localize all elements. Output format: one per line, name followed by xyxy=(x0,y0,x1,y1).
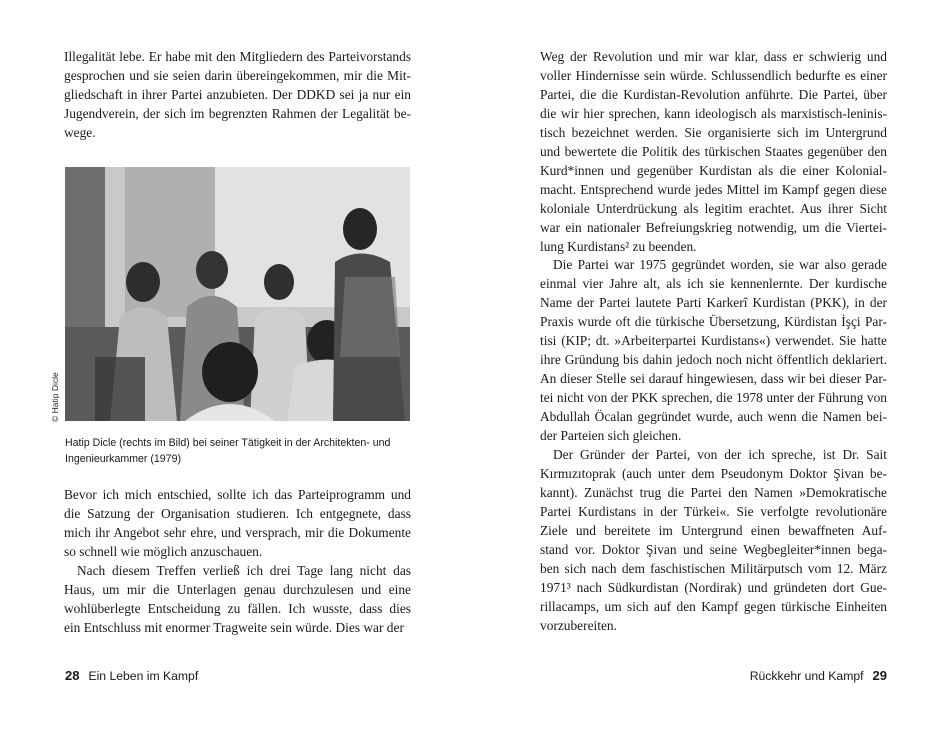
text-line: Illegalität lebe. Er habe mit den Mitgliedern des Parteivorstands xyxy=(64,49,411,64)
caption-line: Hatip Dicle (rechts im Bild) bei seiner Tätigkeit in der Architekten- und xyxy=(65,437,391,449)
left-top-text xyxy=(64,48,411,143)
text-line: Nach diesem Treffen verließ ich drei Tage lang nicht das xyxy=(77,562,411,578)
text-line: tisi (KIP; dt. »Arbeiterpartei Kurdistans«) verwendet. Sie hatte xyxy=(540,333,887,349)
text-line: 1971³ nach Südkurdistan (Nordirak) und gründeten dort Gue- xyxy=(540,579,887,595)
text-line: rillacamps, um sich auf den Kampf gegen türkische Einheiten xyxy=(540,598,887,614)
text-line: Praxis wurde oft die türkische Übersetzung, Kürdistan İşçi Par- xyxy=(540,314,887,330)
text-line: macht. Entsprechend wurde jedes Mittel im Kampf gegen diese xyxy=(540,181,887,197)
running-head: Ein Leben im Kampf xyxy=(88,669,199,683)
left-folio xyxy=(65,668,198,683)
text-line: voller Hindernisse sein würde. Schlussendlich bedurfte es einer xyxy=(540,67,887,83)
text-line: Der Gründer der Partei, von der ich spreche, ist Dr. Sait xyxy=(553,447,887,463)
paragraph xyxy=(540,446,887,636)
left-bottom-text xyxy=(64,486,411,638)
text-line: die Satzung der Organisation studieren. Ich entgegnete, dass xyxy=(64,505,411,521)
caption-line: Ingenieurkammer (1979) xyxy=(65,453,181,465)
text-line: lung Kurdistans² zu beenden. xyxy=(540,238,697,254)
text-line: Bevor ich mich entschied, sollte ich das Parteiprogramm und xyxy=(64,487,411,502)
text-line: Jugendverein, der sich im begrenzten Rahmen der Legalität be- xyxy=(64,105,411,121)
text-line: der Parteien sich gleichen. xyxy=(540,428,682,444)
text-line: einmal vier Jahre alt, als ich sie kennenlernte. Der kurdische xyxy=(540,276,887,292)
historical-photo xyxy=(65,167,410,421)
paragraph xyxy=(64,562,411,638)
text-line: koloniale Unterdrückung als legitim erachtet. Aus ihrer Sicht xyxy=(540,200,887,216)
text-line: Partei Kurdistans in der Türkei«. Sie verfolgte revolutionäre xyxy=(540,503,887,519)
text-line: stand vor. Doktor Şivan und seine Wegbegleiter*innen bega- xyxy=(540,541,887,557)
text-line: tei nicht von der PKK sprechen, die 1978 unter der Führung von xyxy=(540,390,887,406)
text-line: Kırmızıtoprak (auch unter dem Pseudonym Doktor Şivan be- xyxy=(540,465,887,481)
running-head: Rückkehr und Kampf xyxy=(749,669,864,683)
text-line: kannt). Zunächst trug die Partei den Namen »Demokratische xyxy=(540,484,887,500)
text-line: mich ihr Angebot sehr ehre, und versprach, mir die Dokumente xyxy=(64,524,411,540)
text-line: Partei, die die Kurdistan-Revolution anführte. Die Partei, über xyxy=(540,86,887,102)
text-line: Kurd*innen und gegenüber Kurdistan als die einer Kolonial- xyxy=(540,162,887,178)
paragraph xyxy=(540,256,887,446)
text-line: Abdullah Öcalan gegründet wurde, auch wenn die Namen bei- xyxy=(540,409,887,425)
text-line: Ziele und bereitete im Untergrund einen bewaffneten Auf- xyxy=(540,522,887,538)
text-line: An dieser Stelle sei darauf hingewiesen, dass wir bei dieser Par- xyxy=(540,371,887,387)
text-line: ein Entschluss mit enormer Tragweite sein würde. Dies war der xyxy=(64,619,404,635)
text-line: Die Partei war 1975 gegründet worden, sie war also gerade xyxy=(553,257,887,273)
text-line: gliedschaft in ihrer Partei anzubieten. Der DDKD sei ja nur ein xyxy=(64,86,411,102)
text-line: gesprochen und sie seien darin übereingekommen, mir die Mit- xyxy=(64,67,411,83)
paragraph xyxy=(64,486,411,562)
text-line: vorzubereiten. xyxy=(540,617,617,633)
text-line: ihre Gründung bis dahin jedoch noch nicht öffentlich deklariert. xyxy=(540,352,887,368)
text-line: Haus, um mir die Unterlagen genau durchzulesen und eine xyxy=(64,581,411,597)
text-line: die wir hier sprechen, kann ideologisch als marxistisch-leninis- xyxy=(540,105,887,121)
right-text xyxy=(540,48,887,636)
right-folio xyxy=(750,668,887,683)
photo-caption xyxy=(65,435,410,467)
right-page xyxy=(475,0,950,748)
text-line: Weg der Revolution und mir war klar, dass er schwierig und xyxy=(540,49,887,64)
text-line: ben sich nach dem faschistischen Militärputsch vom 12. März xyxy=(540,560,887,576)
paragraph xyxy=(540,48,887,256)
photo-illustration xyxy=(65,167,410,421)
page-number: 29 xyxy=(872,668,887,683)
text-line: wohlüberlegte Entscheidung zu fällen. Ich wusste, dass dies xyxy=(64,600,411,616)
text-line: wege. xyxy=(64,124,96,140)
text-line: so schnell wie möglich anzuschauen. xyxy=(64,543,263,559)
photo-credit: © Hatip Dicle xyxy=(50,372,60,422)
text-line: war ein nationaler Befreiungskrieg notwendig, um die Viertei- xyxy=(540,219,887,235)
text-line: Name der Partei lautete Parti Karkerî Kurdistan (PKK), in der xyxy=(540,295,887,311)
text-line: und bewertete die Politik des türkischen Staates gegenüber den xyxy=(540,143,887,159)
paragraph xyxy=(64,48,411,143)
text-line: tisch bezeichnet werden. Sie organisierte sich im Untergrund xyxy=(540,124,887,140)
page-number: 28 xyxy=(65,668,80,683)
